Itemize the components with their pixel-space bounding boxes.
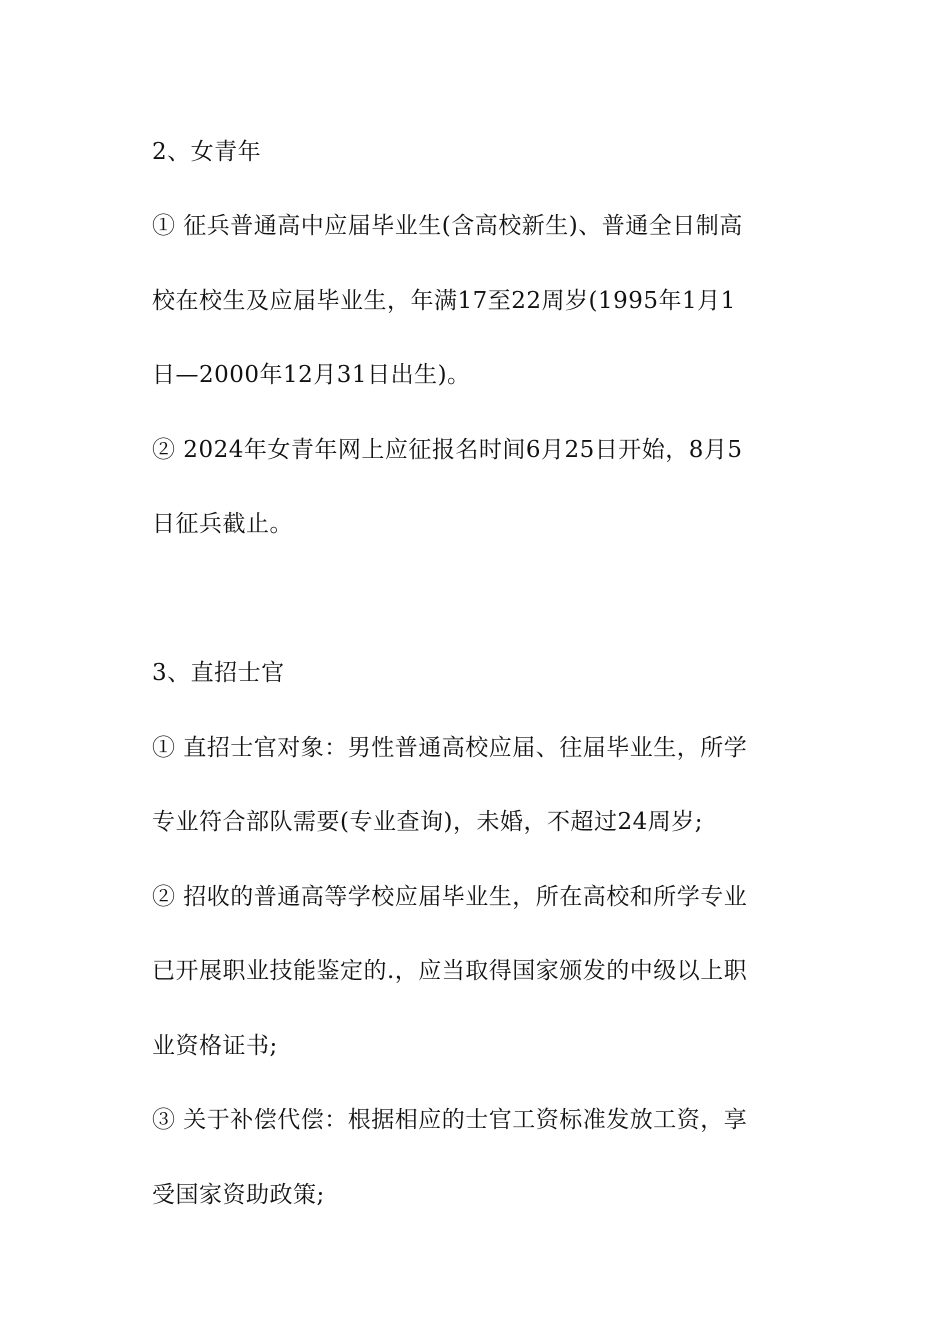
- section-3-item-2-line-1: ② 招收的普通高等学校应届毕业生，所在高校和所学专业: [152, 884, 748, 910]
- section-3-item-3-line-2: 受国家资助政策;: [152, 1182, 325, 1208]
- section-2-item-1-line-3: 日—2000年12月31日出生)。: [152, 362, 471, 388]
- section-3-item-2-line-2: 已开展职业技能鉴定的.，应当取得国家颁发的中级以上职: [152, 958, 748, 984]
- section-3-item-2-line-3: 业资格证书;: [152, 1033, 278, 1059]
- section-3-item-1-line-2: 专业符合部队需要(专业查询)，未婚，不超过24周岁;: [152, 809, 703, 835]
- section-2-item-1-line-1: ① 征兵普通高中应届毕业生(含高校新生)、普通全日制高: [152, 213, 743, 239]
- section-2-item-2-line-2: 日征兵截止。: [152, 511, 293, 537]
- section-2-heading: 2、女青年: [152, 139, 262, 165]
- section-3-item-1-line-1: ① 直招士官对象：男性普通高校应届、往届毕业生，所学: [152, 735, 748, 761]
- section-2-item-2-line-1: ② 2024年女青年网上应征报名时间6月25日开始，8月5: [152, 437, 743, 463]
- section-3-heading: 3、直招士官: [152, 660, 285, 686]
- section-3-item-3-line-1: ③ 关于补偿代偿：根据相应的士官工资标准发放工资，享: [152, 1107, 748, 1133]
- section-2-item-1-line-2: 校在校生及应届毕业生，年满17至22周岁(1995年1月1: [152, 288, 736, 314]
